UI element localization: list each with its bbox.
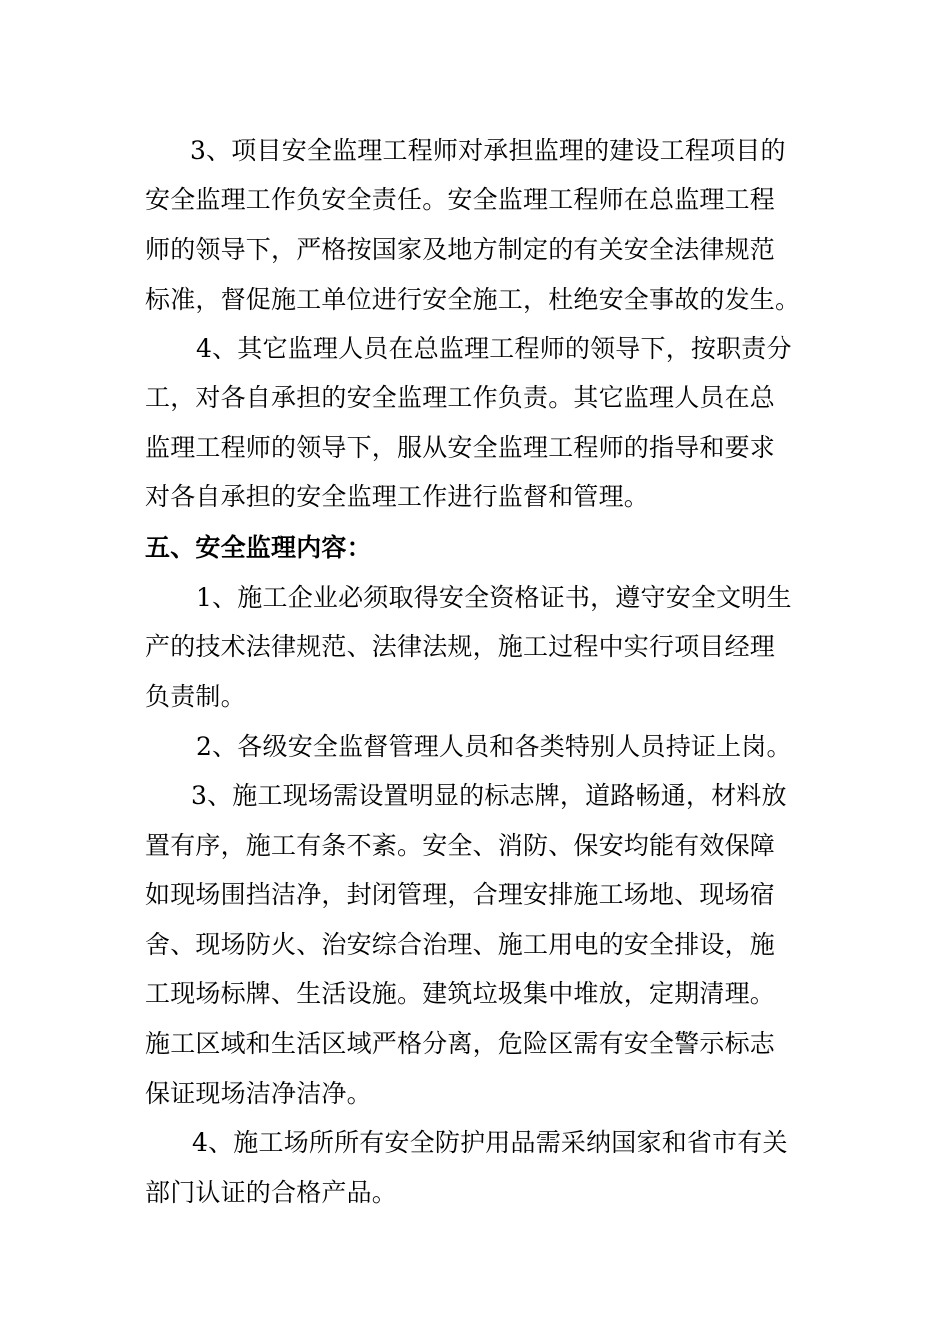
list-item-line: 如现场围挡洁净，封闭管理，合理安排施工场地、现场宿	[145, 880, 776, 909]
paragraph-line: 安全监理工作负安全责任。安全监理工程师在总监理工程	[145, 185, 776, 214]
paragraph-line: 4、其它监理人员在总监理工程师的领导下，按职责分	[196, 334, 792, 363]
list-item-line: 施工区域和生活区域严格分离，危险区需有安全警示标志	[145, 1029, 776, 1058]
list-item-line: 工现场标牌、生活设施。建筑垃圾集中堆放，定期清理。	[145, 979, 776, 1008]
list-item-line: 2、各级安全监督管理人员和各类特别人员持证上岗。	[196, 732, 792, 761]
paragraph-line: 监理工程师的领导下，服从安全监理工程师的指导和要求	[145, 433, 776, 462]
list-item-line: 舍、现场防火、治安综合治理、施工用电的安全排设，施	[145, 930, 776, 959]
list-item-line: 1、施工企业必须取得安全资格证书，遵守安全文明生	[196, 583, 792, 612]
section-heading: 五、安全监理内容：	[145, 533, 372, 562]
list-item-line: 保证现场洁净洁净。	[145, 1079, 372, 1108]
paragraph-line: 3、项目安全监理工程师对承担监理的建设工程项目的	[190, 136, 786, 165]
list-item-line: 4、施工场所所有安全防护用品需采纳国家和省市有关	[192, 1128, 788, 1157]
list-item-line: 负责制。	[145, 682, 246, 711]
paragraph-line: 标准，督促施工单位进行安全施工，杜绝安全事故的发生。	[145, 285, 801, 314]
list-item-line: 置有序，施工有条不紊。安全、消防、保安均能有效保障	[145, 831, 776, 860]
list-item-line: 3、施工现场需设置明显的标志牌，道路畅通，材料放	[191, 781, 787, 810]
paragraph-line: 师的领导下，严格按国家及地方制定的有关安全法律规范	[145, 235, 776, 264]
paragraph-line: 工，对各自承担的安全监理工作负责。其它监理人员在总	[145, 383, 776, 412]
list-item-line: 部门认证的合格产品。	[145, 1178, 398, 1207]
list-item-line: 产的技术法律规范、法律法规，施工过程中实行项目经理	[145, 632, 776, 661]
paragraph-line: 对各自承担的安全监理工作进行监督和管理。	[145, 482, 650, 511]
